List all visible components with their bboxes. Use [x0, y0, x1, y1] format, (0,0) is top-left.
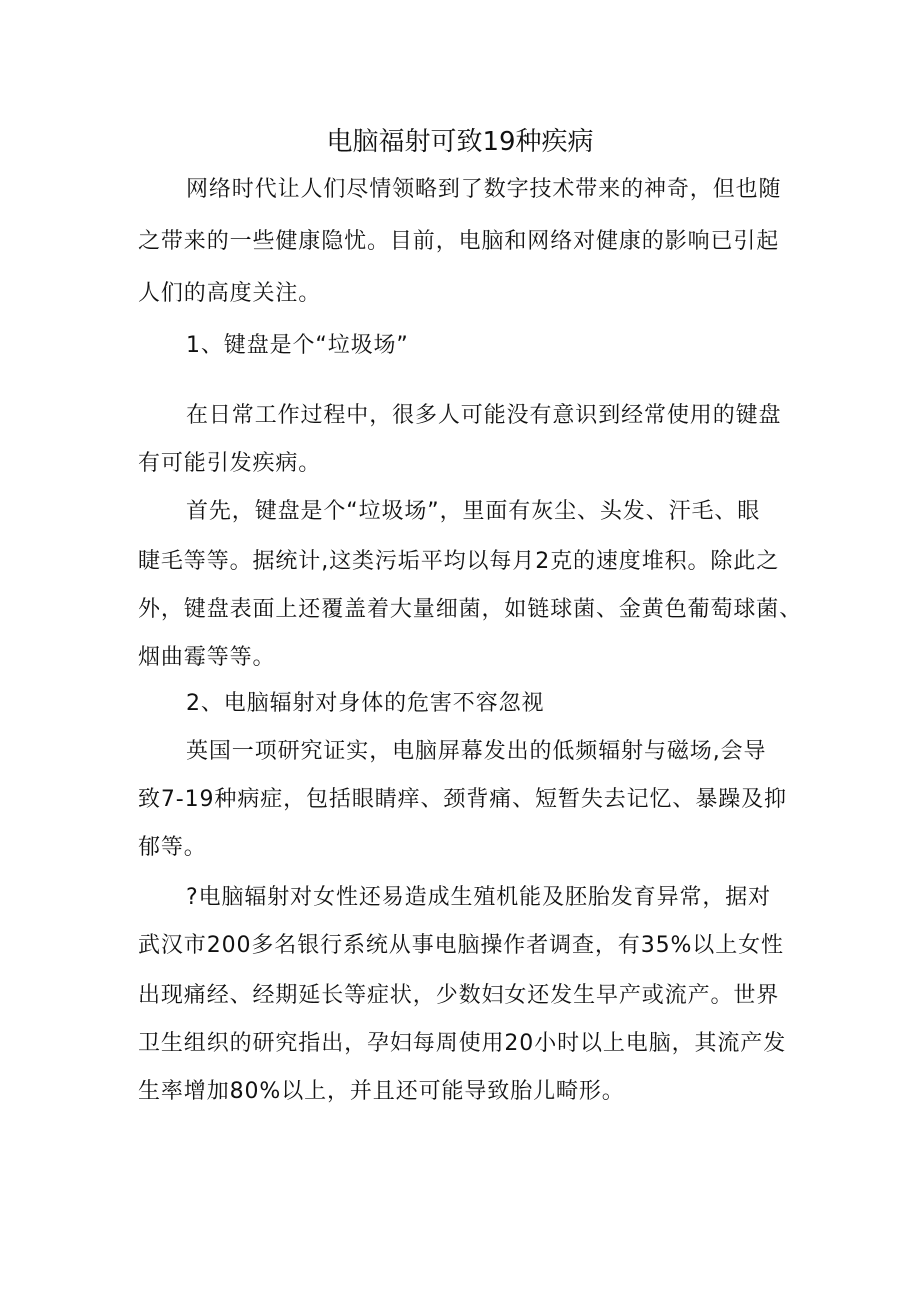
paragraph-4-line-1: 英国一项研究证实，电脑屏幕发出的低频辐射与磁场,会导 — [186, 739, 767, 764]
section-heading-2: 2、电脑辐射对身体的危害不容忽视 — [186, 691, 545, 716]
paragraph-3-line-4: 烟曲霉等等。 — [138, 645, 276, 670]
section-heading-1: 1、键盘是个“垃圾场” — [186, 333, 409, 358]
paragraph-3-line-2: 睫毛等等。据统计,这类污垢平均以每月2克的速度堆积。除此之 — [138, 549, 780, 574]
paragraph-5-line-2: 武汉市200多名银行系统从事电脑操作者调查，有35%以上女性 — [138, 933, 784, 958]
paragraph-3-line-1: 首先，键盘是个“垃圾场”，里面有灰尘、头发、汗毛、眼 — [186, 499, 761, 524]
paragraph-2-line-2: 有可能引发疾病。 — [138, 451, 322, 476]
paragraph-4-line-3: 郁等。 — [138, 835, 207, 860]
paragraph-5-line-1: ?电脑辐射对女性还易造成生殖机能及胚胎发育异常，据对 — [186, 885, 772, 910]
paragraph-5-line-5: 生率增加80%以上，并且还可能导致胎儿畸形。 — [138, 1079, 625, 1104]
paragraph-4-line-2: 致7-19种病症，包括眼睛痒、颈背痛、短暂失去记忆、暴躁及抑 — [138, 787, 787, 812]
paragraph-5-line-3: 出现痛经、经期延长等症状，少数妇女还发生早产或流产。世界 — [138, 983, 780, 1008]
paragraph-1-line-2: 之带来的一些健康隐忧。目前，电脑和网络对健康的影响已引起 — [138, 229, 780, 254]
document-title: 电脑福射可致19种疾病 — [326, 127, 594, 157]
paragraph-2-line-1: 在日常工作过程中，很多人可能没有意识到经常使用的键盘 — [186, 403, 782, 428]
paragraph-1-line-1: 网络时代让人们尽情领略到了数字技术带来的神奇，但也随 — [186, 177, 782, 202]
paragraph-1-line-3: 人们的高度关注。 — [138, 281, 322, 306]
paragraph-3-line-3: 外，键盘表面上还覆盖着大量细菌，如链球菌、金黄色葡萄球菌、 — [138, 597, 803, 622]
paragraph-5-line-4: 卫生组织的研究指出，孕妇每周使用20小时以上电脑，其流产发 — [138, 1031, 787, 1056]
